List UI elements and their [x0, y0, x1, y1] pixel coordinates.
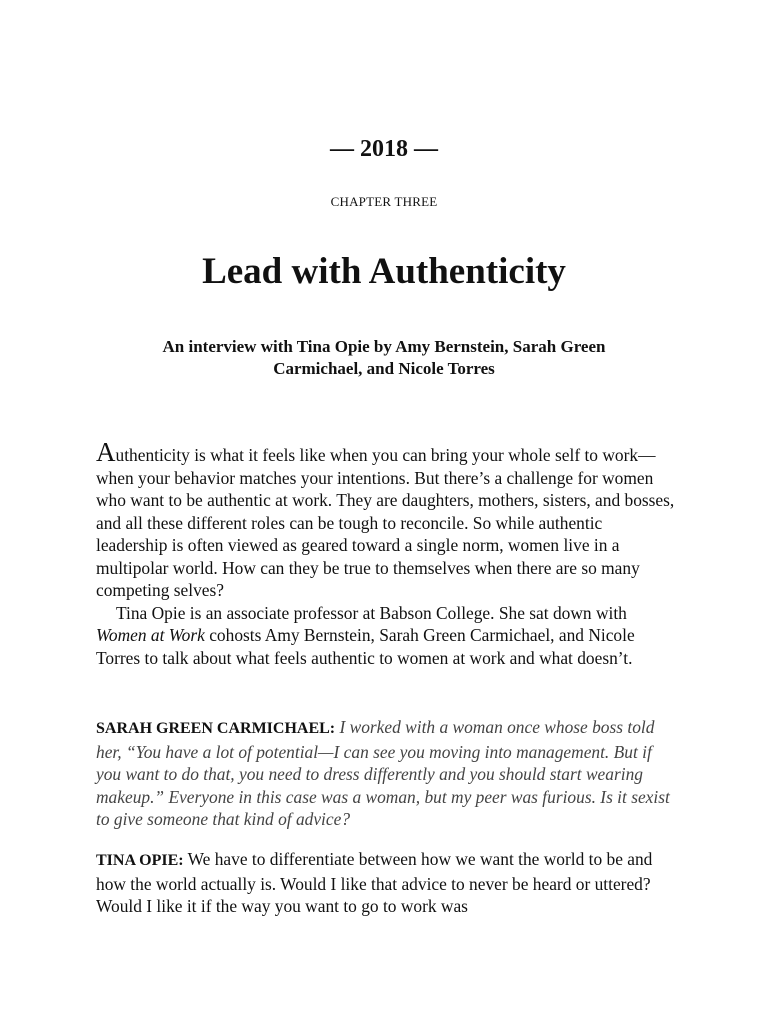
speaker-name: TINA OPIE:: [96, 852, 184, 869]
dialogue-question: [96, 716, 676, 831]
answer-text: We have to differentiate between how we want the world to be and how the world actually is. Would I like that advice to never be heard or uttered? Would I like it if the way you want to go to work was: [96, 849, 653, 916]
intro-paragraph-2-text-b: cohosts Amy Bernstein, Sarah Green Carmichael, and Nicole Torres to talk about what feels authentic to women at work and what doesn’t.: [96, 625, 635, 668]
intro-paragraph-2-text-a: Tina Opie is an associate professor at Babson College. She sat down with: [116, 602, 627, 623]
podcast-name: Women at Work: [96, 625, 205, 645]
intro-section: [96, 437, 676, 669]
intro-paragraph-2: [96, 602, 676, 670]
year-heading: — 2018 —: [330, 136, 438, 162]
chapter-label: CHAPTER THREE: [330, 194, 438, 209]
chapter-title: Lead with Authenticity: [202, 251, 566, 292]
drop-cap: A: [96, 437, 116, 467]
intro-paragraph-1: [96, 437, 676, 602]
intro-paragraph-1-text: uthenticity is what it feels like when you can bring your whole self to work—when your behavior matches your intentions. But there’s a challenge for women who want to be authentic at work. They are daughters, mothers, sisters, and bosses, and all these different roles can be tough to reconcile. So while authentic leadership is often viewed as geared toward a single norm, women live in a multipolar world. How can they be true to themselves when there are so many competing selves?: [96, 445, 675, 600]
question-text: I worked with a woman once whose boss told her, “You have a lot of potential—I can see you moving into management. But if you want to do that, you need to dress differently and you should start wearing makeup.” Everyone in this case was a woman, but my peer was furious. Is it sexist to give someone that kind of advice?: [96, 717, 670, 829]
speaker-name: SARAH GREEN CARMICHAEL:: [96, 720, 336, 737]
byline: An interview with Tina Opie by Amy Bernstein, Sarah Green Carmichael, and Nicole Torres: [162, 337, 606, 378]
dialogue-answer: [96, 848, 676, 918]
